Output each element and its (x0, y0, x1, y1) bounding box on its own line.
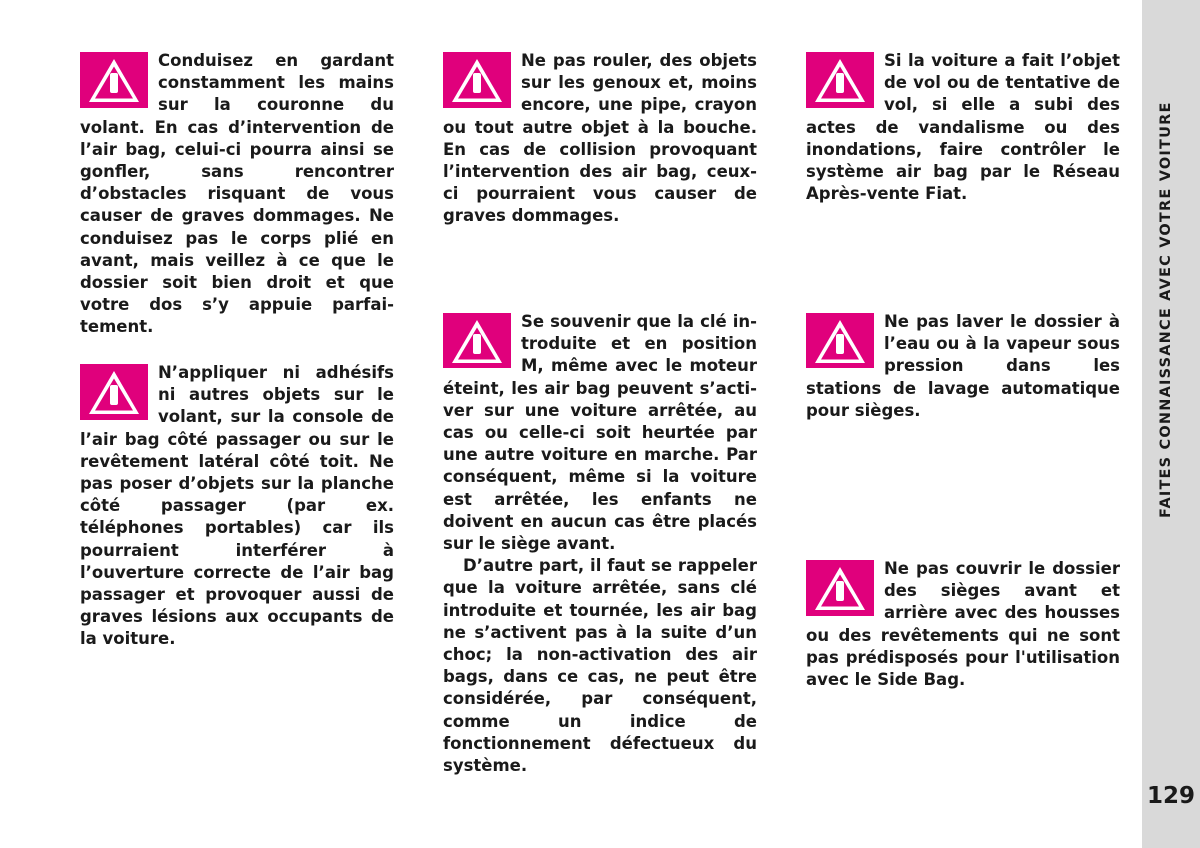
warning-block (806, 558, 1120, 691)
warning-triangle-icon (806, 560, 874, 616)
warning-triangle-icon (806, 52, 874, 108)
warning-block (80, 362, 394, 651)
warning-block (806, 311, 1120, 422)
warning-block (443, 311, 757, 777)
warning-text: Conduisez en gardant constamment les mains sur la couronne du volant. En cas d’intervention de l’air bag, celui-ci pourra ainsi se gonfler, sans rencontrer d’obstacles risquant de vous causer de graves dommages. Ne conduisez pas le corps plié en avant, mais veillez à ce que le dossier soit bien droit et que votre dos s’y appuie parfaitement. (80, 51, 394, 337)
warning-triangle-icon (806, 313, 874, 368)
warning-block (806, 50, 1120, 205)
warning-text: Ne pas rouler, des objets sur les genoux et, moins encore, une pipe, crayon ou tout autre objet à la bouche. En cas de collision provoquant l’intervention des air bag, ceux-ci pourraient vous causer de graves dommages. (443, 51, 757, 226)
warning-block (443, 50, 757, 228)
warning-triangle-icon (80, 364, 148, 420)
warning-text: N’appliquer ni adhésifs ni autres objets sur le volant, sur la console de l’air bag côté passager ou sur le revêtement latéral côté toit. Ne pas poser d’objets sur la planche côté passager (par ex. téléphones portables) car ils pourraient interférer à l’ouverture correcte de l’air bag passager et provoquer aussi de graves lésions aux occupants de la voiture. (80, 363, 394, 649)
warning-text: D’autre part, il faut se rappeler que la voiture arrêtée, sans clé introduite et tournée, les air bag ne s’activent pas à la suite d’un choc; la non-activation des air bags, dans ce cas, ne peut être considérée, par conséquent, comme un indice de fonctionnement défectueux du système. (443, 556, 757, 776)
section-title: FAITES CONNAISSANCE AVEC VOTRE VOITURE (1158, 101, 1174, 518)
warning-triangle-icon (443, 313, 511, 368)
warning-triangle-icon (80, 52, 148, 108)
warning-text: Si la voiture a fait l’objet de vol ou de tentative de vol, si elle a subi des actes de vandalisme ou des inondations, faire contrôler le système air bag par le Réseau Après-vente Fiat. (806, 51, 1120, 204)
warning-block (80, 50, 394, 339)
warning-text: Se souvenir que la clé introduite et en position M, même avec le moteur éteint, les air bag peuvent s’activer sur une voiture arrêtée, au cas ou celle-ci soit heurtée par une autre voiture en marche. Par conséquent, même si la voiture est arrêtée, les enfants ne doivent en aucun cas être placés sur le siège avant. (443, 312, 757, 554)
page-number: 129 (1146, 783, 1195, 809)
warning-triangle-icon (443, 52, 511, 108)
warning-text: Ne pas couvrir le dossier des sièges avant et arrière avec des housses ou des revêtements qui ne sont pas prédisposés pour l'utilisation avec le Side Bag. (806, 559, 1120, 690)
warning-text: Ne pas laver le dossier à l’eau ou à la vapeur sous pression dans les stations de lavage automatique pour sièges. (806, 312, 1120, 420)
